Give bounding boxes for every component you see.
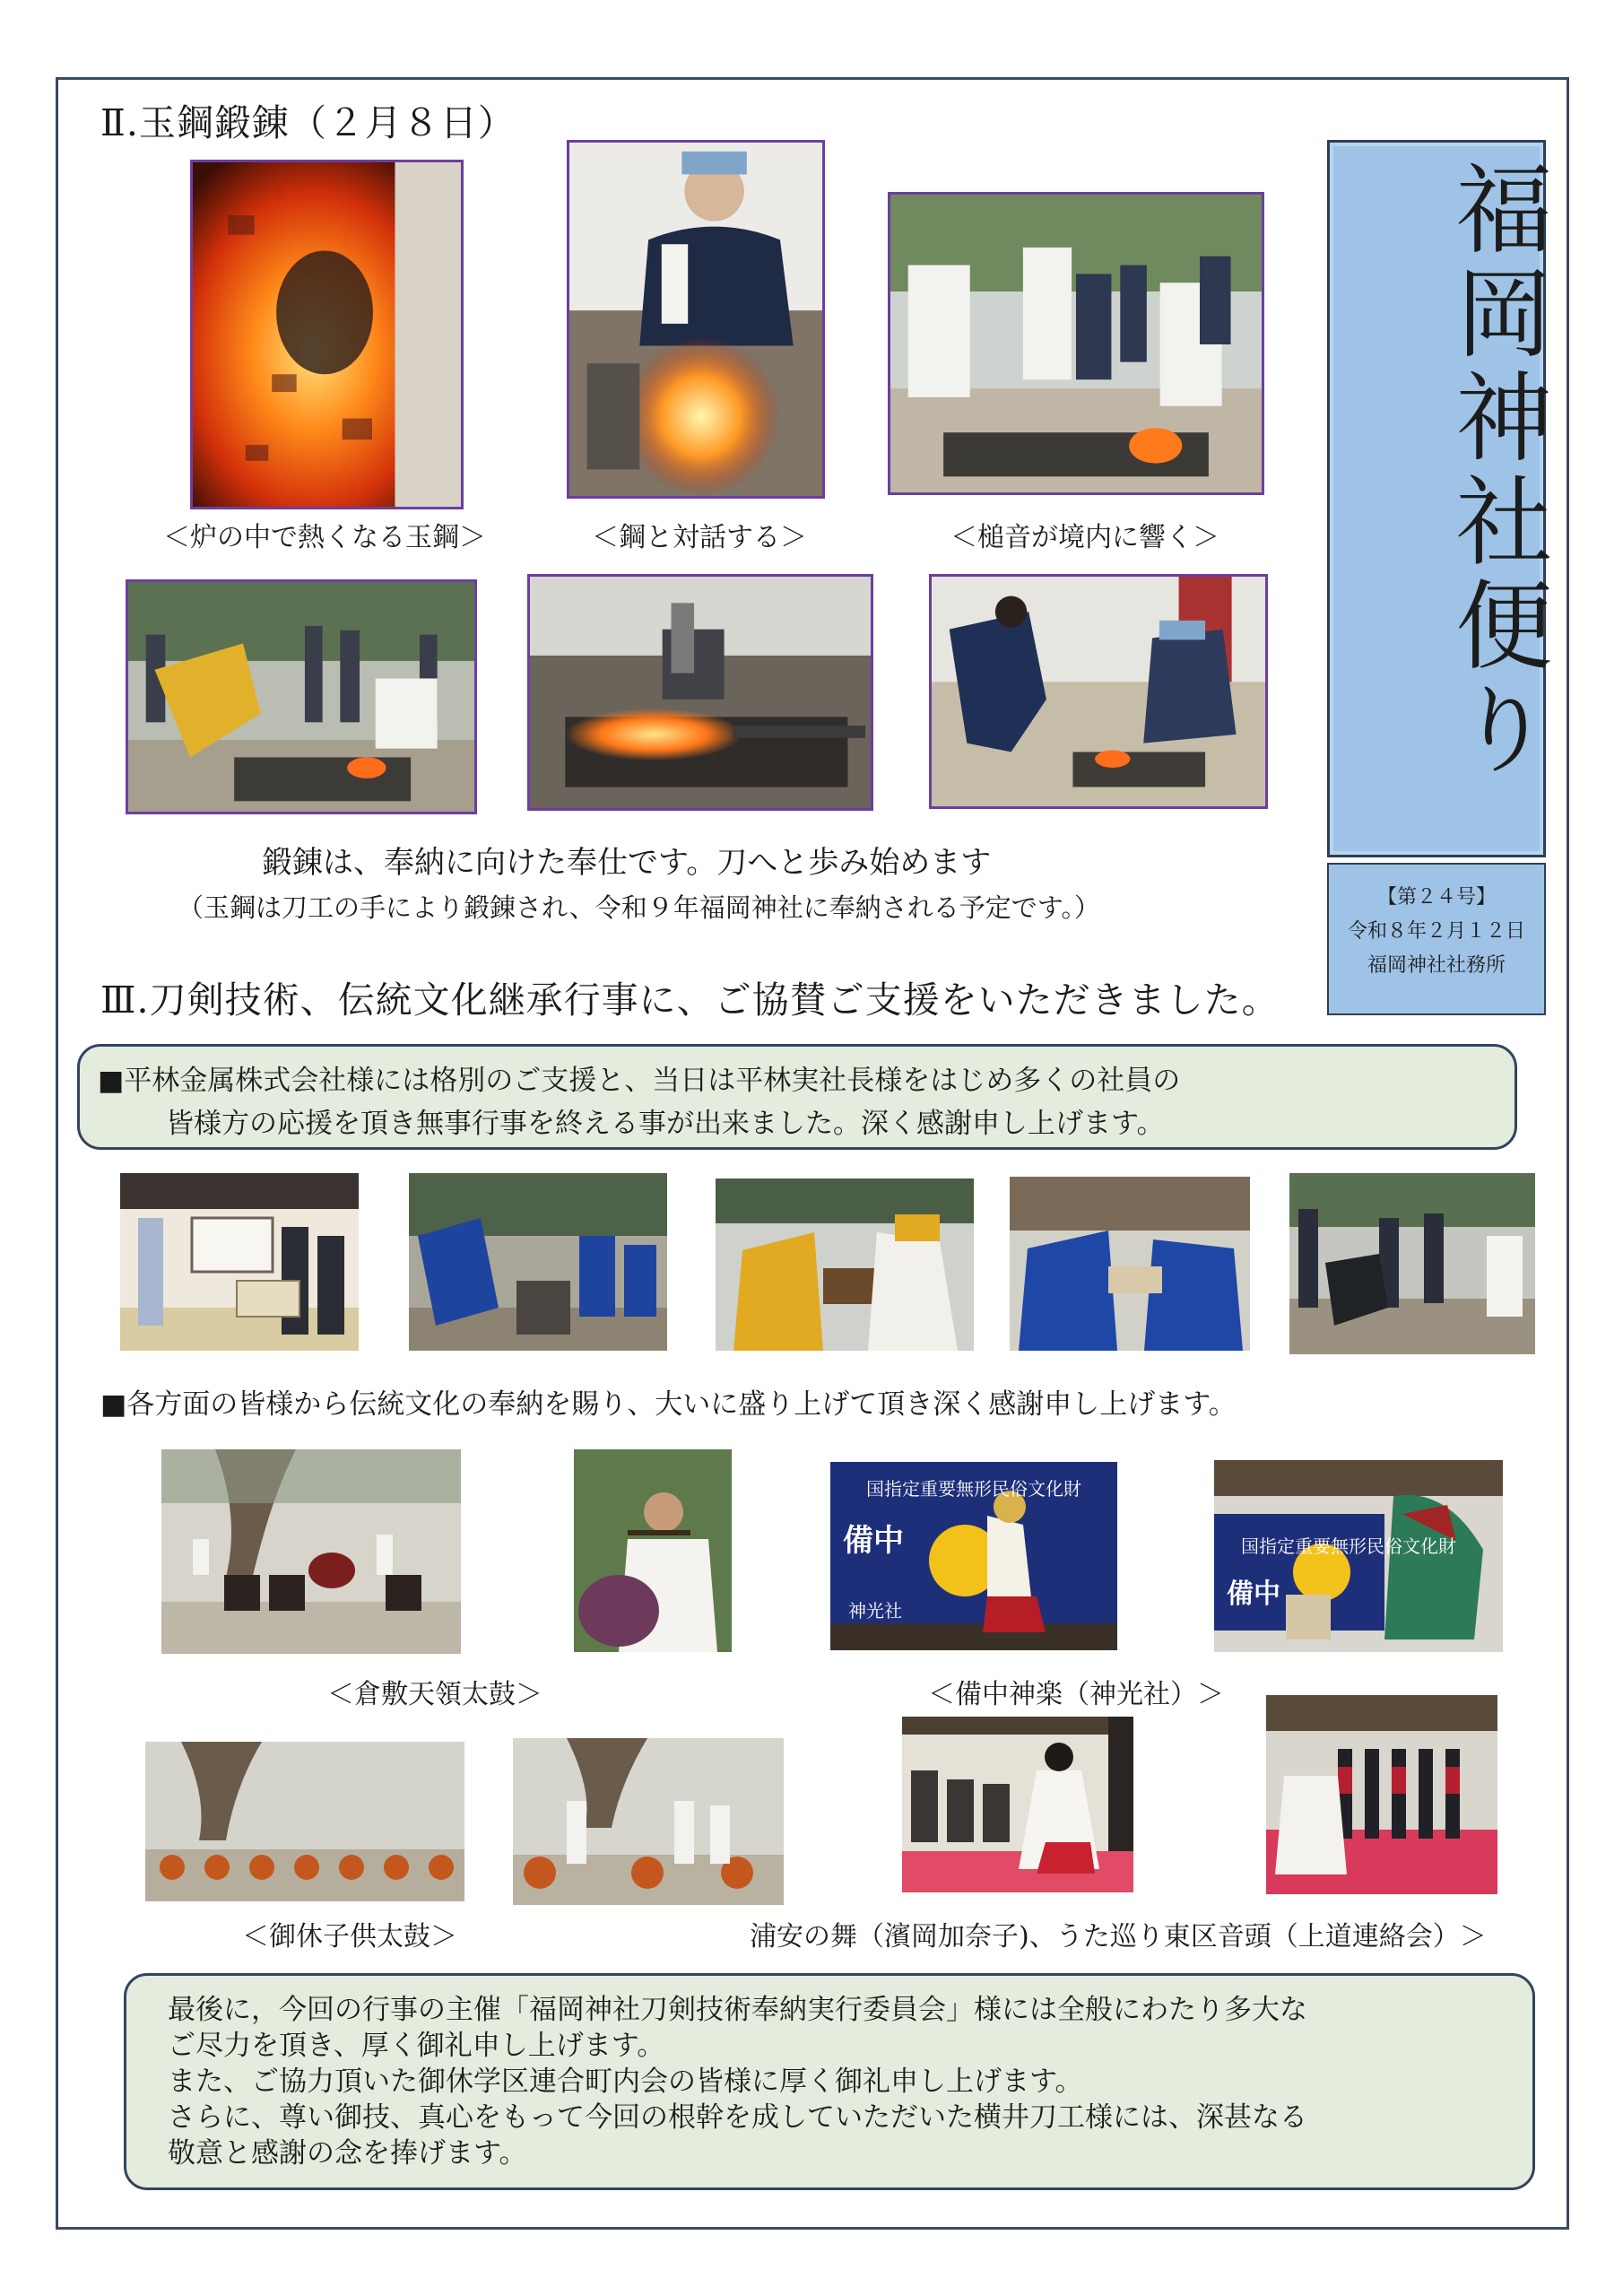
issue-date: 令和８年２月１２日	[1347, 920, 1525, 943]
kagura1-banner-big: 備中	[843, 1523, 904, 1559]
forging-note: （玉鋼は刀工の手により鍛錬され、令和９年福岡神社に奉納される予定です。）	[178, 892, 1100, 923]
closing-line-2: ご尽力を頂き、厚く御礼申し上げます。	[168, 2030, 665, 2062]
photo-hammering-group	[888, 192, 1264, 495]
photo-crowd-forging	[1289, 1173, 1535, 1354]
photo-forging-crowd	[126, 579, 477, 814]
caption-hammer-sound: ＜槌音が境内に響く＞	[950, 522, 1219, 553]
kagura1-banner-title: 国指定重要無形民俗文化財	[866, 1478, 1081, 1500]
newsletter-title: 福岡神社便り	[1439, 159, 1551, 783]
issue-info	[1327, 863, 1546, 1015]
sponsor-line-2: 皆様方の応援を頂き無事行事を終える事が出来ました。深く感謝申し上げます。	[166, 1108, 1165, 1140]
photo-kurashiki-taiko	[161, 1449, 461, 1654]
photo-flute-player	[574, 1449, 732, 1652]
photo-sponsor-striking	[409, 1173, 667, 1351]
newsletter-title-banner	[1327, 140, 1551, 857]
closing-line-1: 最後に，今回の行事の主催「福岡神社刀剣技術奉納実行委員会」様には全般にわたり多大な	[168, 1994, 1307, 2026]
photo-hammer-on-anvil	[527, 574, 873, 811]
sponsor-line-1: ■平林金属株式会社様には格別のご支援と、当日は平林実社長様をはじめ多くの社員の	[98, 1065, 1181, 1097]
issue-number: 【第２４号】	[1376, 886, 1496, 909]
photo-striking-pair	[929, 574, 1268, 809]
closing-line-5: 敬意と感謝の念を捧げます。	[168, 2137, 527, 2170]
caption-dialogue: ＜鋼と対話する＞	[592, 522, 807, 553]
publisher: 福岡神社社務所	[1367, 954, 1506, 977]
caption-kids-taiko: ＜御休子供太鼓＞	[242, 1921, 457, 1952]
closing-line-4: さらに、尊い御技、真心をもって今回の根幹を成していただいた横井刀工様には、深甚なる	[168, 2101, 1307, 2134]
photo-kids-taiko-1	[145, 1742, 464, 1901]
photo-urayasu-dance	[902, 1717, 1133, 1892]
photo-smith-with-steel	[567, 140, 825, 499]
photo-bitchu-kagura-2	[1214, 1460, 1503, 1652]
kagura1-banner-sub: 神光社	[848, 1600, 902, 1622]
photo-bitchu-kagura-1	[830, 1462, 1117, 1650]
forging-summary: 鍛錬は、奉納に向けた奉仕です。刀へと歩み始めます	[262, 845, 992, 881]
photo-kids-taiko-2	[513, 1738, 784, 1905]
closing-line-3: また、ご協力頂いた御休学区連合町内会の皆様に厚く御礼申し上げます。	[168, 2066, 1083, 2098]
closing-message	[124, 1973, 1535, 2190]
section2-heading: Ⅱ.玉鋼鍛錬（２月８日）	[100, 101, 516, 144]
kagura2-banner-big: 備中	[1227, 1578, 1280, 1610]
photo-shrine-hall-ceremony	[120, 1173, 359, 1351]
section3-heading: Ⅲ.刀剣技術、伝統文化継承行事に、ご協賛ご支援をいただきました。	[100, 978, 1280, 1022]
photo-box-handover	[1010, 1177, 1250, 1351]
photo-presentation	[716, 1178, 974, 1351]
caption-taiko: ＜倉敷天領太鼓＞	[327, 1679, 542, 1710]
caption-kagura: ＜備中神楽（神光社）＞	[928, 1679, 1224, 1710]
culture-thanks-line: ■各方面の皆様から伝統文化の奉納を賜り、大いに盛り上げて頂き深く感謝申し上げます。	[100, 1388, 1237, 1421]
photo-ondo-dance	[1266, 1695, 1497, 1894]
photo-furnace-steel	[190, 160, 464, 509]
caption-furnace: ＜炉の中で熱くなる玉鋼＞	[163, 522, 486, 553]
caption-dance: 浦安の舞（濱岡加奈子)、うた巡り東区音頭（上道連絡会）＞	[750, 1921, 1487, 1952]
kagura2-banner-title: 国指定重要無形民俗文化財	[1241, 1535, 1456, 1557]
sponsor-note	[77, 1044, 1517, 1150]
